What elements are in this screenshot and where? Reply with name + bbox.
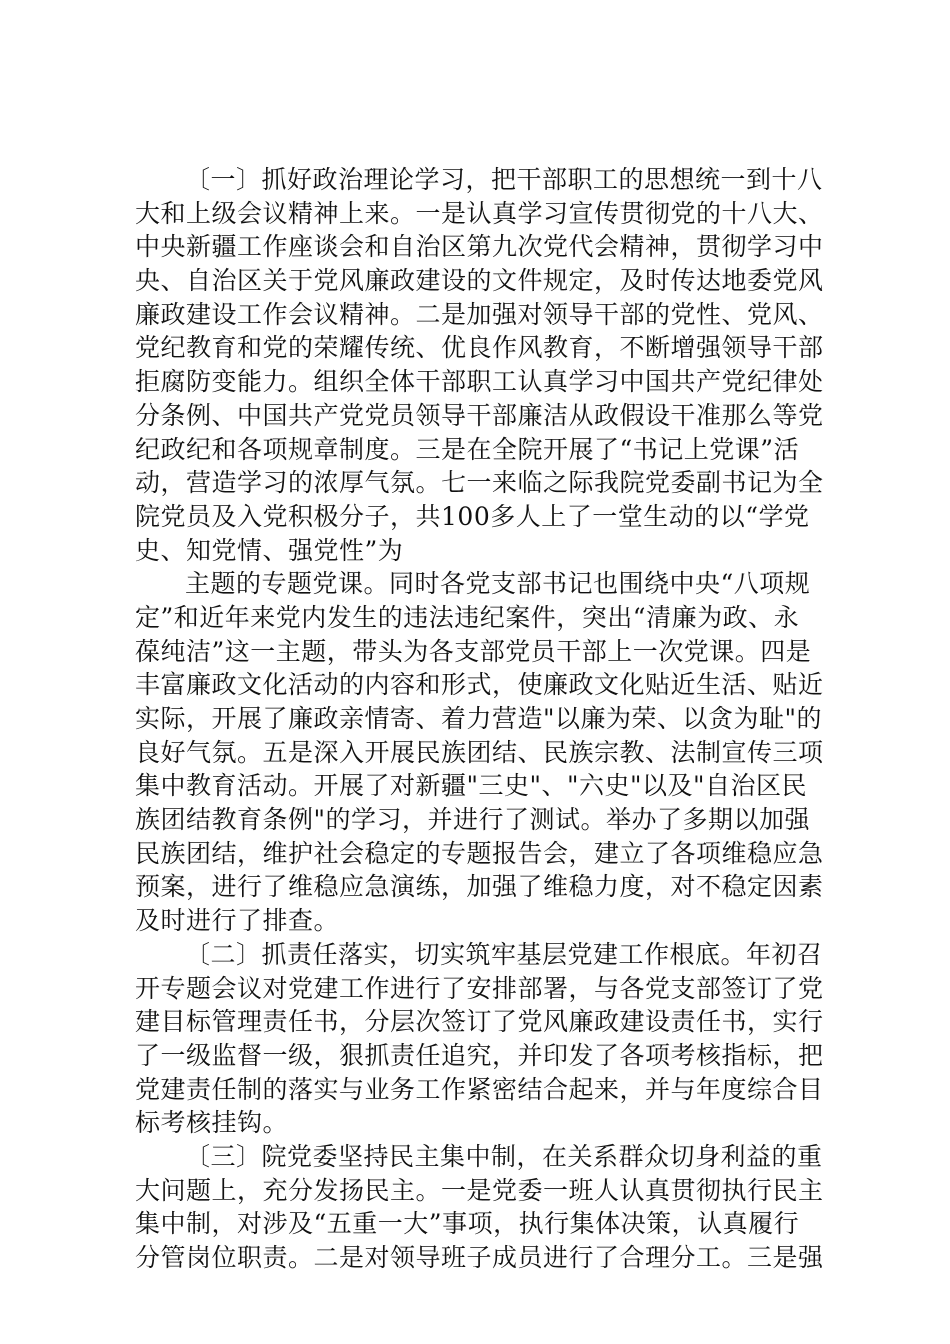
text-line: 〔三〕院党委坚持民主集中制，在关系群众切身利益的重 [185, 1141, 823, 1171]
text-line: 开专题会议对党建工作进行了安排部署，与各党支部签订了党 [135, 973, 824, 1003]
text-line: 党建责任制的落实与业务工作紧密结合起来，并与年度综合目 [135, 1074, 824, 1104]
text-line: 党纪教育和党的荣耀传统、优良作风教育，不断增强领导干部 [135, 333, 824, 363]
text-line: 分条例、中国共产党党员领导干部廉洁从政假设干准那么等党 [135, 400, 824, 430]
text-line: 葆纯洁”这一主题，带头为各支部党员干部上一次党课。四是 [135, 636, 812, 666]
text-line: 主题的专题党课。同时各党支部书记也围绕中央“八项规 [185, 569, 811, 599]
text-line: 集中制，对涉及“五重一大”事项，执行集体决策，认真履行 [135, 1209, 800, 1239]
text-line: 标考核挂钩。 [135, 1108, 289, 1138]
text-line: 实际，开展了廉政亲情寄、着力营造"以廉为荣、以贪为耻"的 [135, 704, 823, 733]
text-line: 民族团结，维护社会稳定的专题报告会，建立了各项维稳应急 [135, 838, 824, 868]
text-line: 预案，进行了维稳应急演练，加强了维稳力度，对不稳定因素 [135, 872, 824, 902]
text-line: 分管岗位职责。二是对领导班子成员进行了合理分工。三是强 [135, 1243, 824, 1272]
document-body [135, 163, 825, 1275]
text-line: 中央新疆工作座谈会和自治区第九次党代会精神，贯彻学习中 [135, 232, 824, 262]
text-line: 廉政建设工作会议精神。二是加强对领导干部的党性、党风、 [135, 299, 824, 329]
text-line: 集中教育活动。开展了对新疆"三史"、"六史"以及"自治区民 [135, 771, 807, 801]
text-line: 丰富廉政文化活动的内容和形式，使廉政文化贴近生活、贴近 [135, 670, 824, 700]
text-line: 院党员及入党积极分子，共100多人上了一堂生动的以“学党 [135, 501, 810, 531]
text-line: 及时进行了排查。 [135, 906, 340, 936]
text-line: 族团结教育条例"的学习，并进行了测试。举办了多期以加强 [135, 805, 811, 835]
text-line: 拒腐防变能力。组织全体干部职工认真学习中国共产党纪律处 [135, 367, 824, 397]
text-line: 建目标管理责任书，分层次签订了党风廉政建设责任书，实行 [135, 1007, 824, 1037]
text-line: 央、自治区关于党风廉政建设的文件规定，及时传达地委党风 [135, 266, 824, 296]
text-line: 大和上级会议精神上来。一是认真学习宣传贯彻党的十八大、 [135, 198, 824, 228]
text-line: 〔二〕抓责任落实，切实筑牢基层党建工作根底。年初召 [185, 939, 823, 969]
text-line: 史、知党情、强党性”为 [135, 535, 404, 565]
text-line: 良好气氛。五是深入开展民族团结、民族宗教、法制宣传三项 [135, 737, 824, 767]
text-line: 纪政纪和各项规章制度。三是在全院开展了“书记上党课”活 [135, 434, 800, 464]
text-line: 动，营造学习的浓厚气氛。七一来临之际我院党委副书记为全 [135, 468, 824, 498]
text-line: 了一级监督一级，狠抓责任追究，并印发了各项考核指标，把 [135, 1040, 824, 1070]
text-line: 定”和近年来党内发生的违法违纪案件，突出“清廉为政、永 [135, 602, 800, 632]
text-line: 大问题上，充分发扬民主。一是党委一班人认真贯彻执行民主 [135, 1175, 824, 1205]
text-line: 〔一〕抓好政治理论学习，把干部职工的思想统一到十八 [185, 165, 823, 194]
